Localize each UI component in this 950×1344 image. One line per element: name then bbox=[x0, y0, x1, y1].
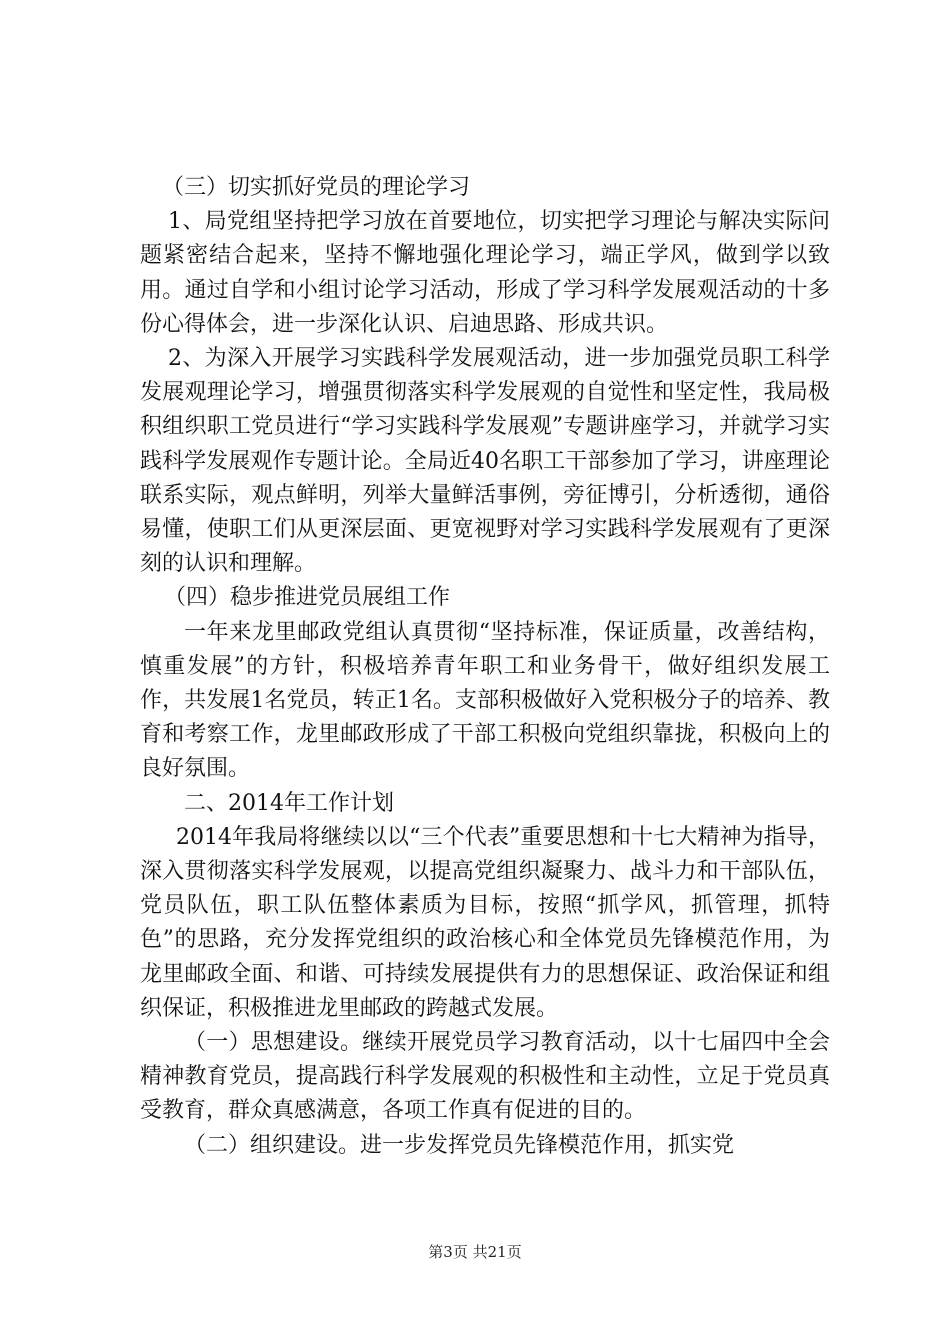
document-body bbox=[140, 171, 830, 1163]
section-heading-3: （三）切实抓好党员的理论学习 bbox=[162, 175, 471, 200]
paragraph-organization: （二）组织建设。进一步发挥党员先锋模范作用，抓实党 bbox=[184, 1132, 735, 1158]
page-number: 第3页 共21页 bbox=[428, 1243, 522, 1261]
paragraph-plan-intro: 2014年我局将继续以以“三个代表”重要思想和十七大精神为指导，深入贯彻落实科学发展观，以提高党组织凝聚力、战斗力和干部队伍，党员队伍，职工队伍整体素质为目标，按照“抓学风，抓管理，抓特色”的思路，充分发挥党组织的政治核心和全体党员先锋模范作用，为龙里邮政全面、和谐、可持续发展提供有力的思想保证、政治保证和组织保证，积极推进龙里邮政的跨越式发展。 bbox=[140, 824, 830, 1021]
paragraph-ideology: （一）思想建设。继续开展党员学习教育活动，以十七届四中全会精神教育党员，提高践行科学发展观的积极性和主动性，立足于党员真受教育，群众真感满意，各项工作真有促进的目的。 bbox=[140, 1030, 830, 1124]
paragraph-study-2: 2、为深入开展学习实践科学发展观活动，进一步加强党员职工科学发展观理论学习，增强贯彻落实科学发展观的自觉性和坚定性，我局极积组织职工党员进行“学习实践科学发展观”专题讲座学习，并就学习实践科学发展观作专题计论。全局近40名职工干部参加了学习，讲座理论联系实际，观点鲜明，列举大量鲜活事例，旁征博引，分析透彻，通俗易懂，使职工们从更深层面、更宽视野对学习实践科学发展观有了更深刻的认识和理解。 bbox=[140, 346, 830, 577]
paragraph-party-development: 一年来龙里邮政党组认真贯彻“坚持标准，保证质量，改善结构，慎重发展”的方针，积极培养青年职工和业务骨干，做好组织发展工作，共发展1名党员，转正1名。支部积极做好入党积极分子的培养、教育和考察工作，龙里邮政形成了干部工积极向党组织靠拢，积极向上的良好氛围。 bbox=[140, 619, 830, 782]
paragraph-study-1: 1、局党组坚持把学习放在首要地位，切实把学习理论与解决实际问题紧密结合起来，坚持不懈地强化理论学习，端正学风，做到学以致用。通过自学和小组讨论学习活动，形成了学习科学发展观活动的十多份心得体会，进一步深化认识、启迪思路、形成共识。 bbox=[140, 209, 830, 337]
section-heading-plan: 二、2014年工作计划 bbox=[184, 790, 394, 816]
section-heading-4: （四）稳步推进党员展组工作 bbox=[164, 585, 451, 611]
